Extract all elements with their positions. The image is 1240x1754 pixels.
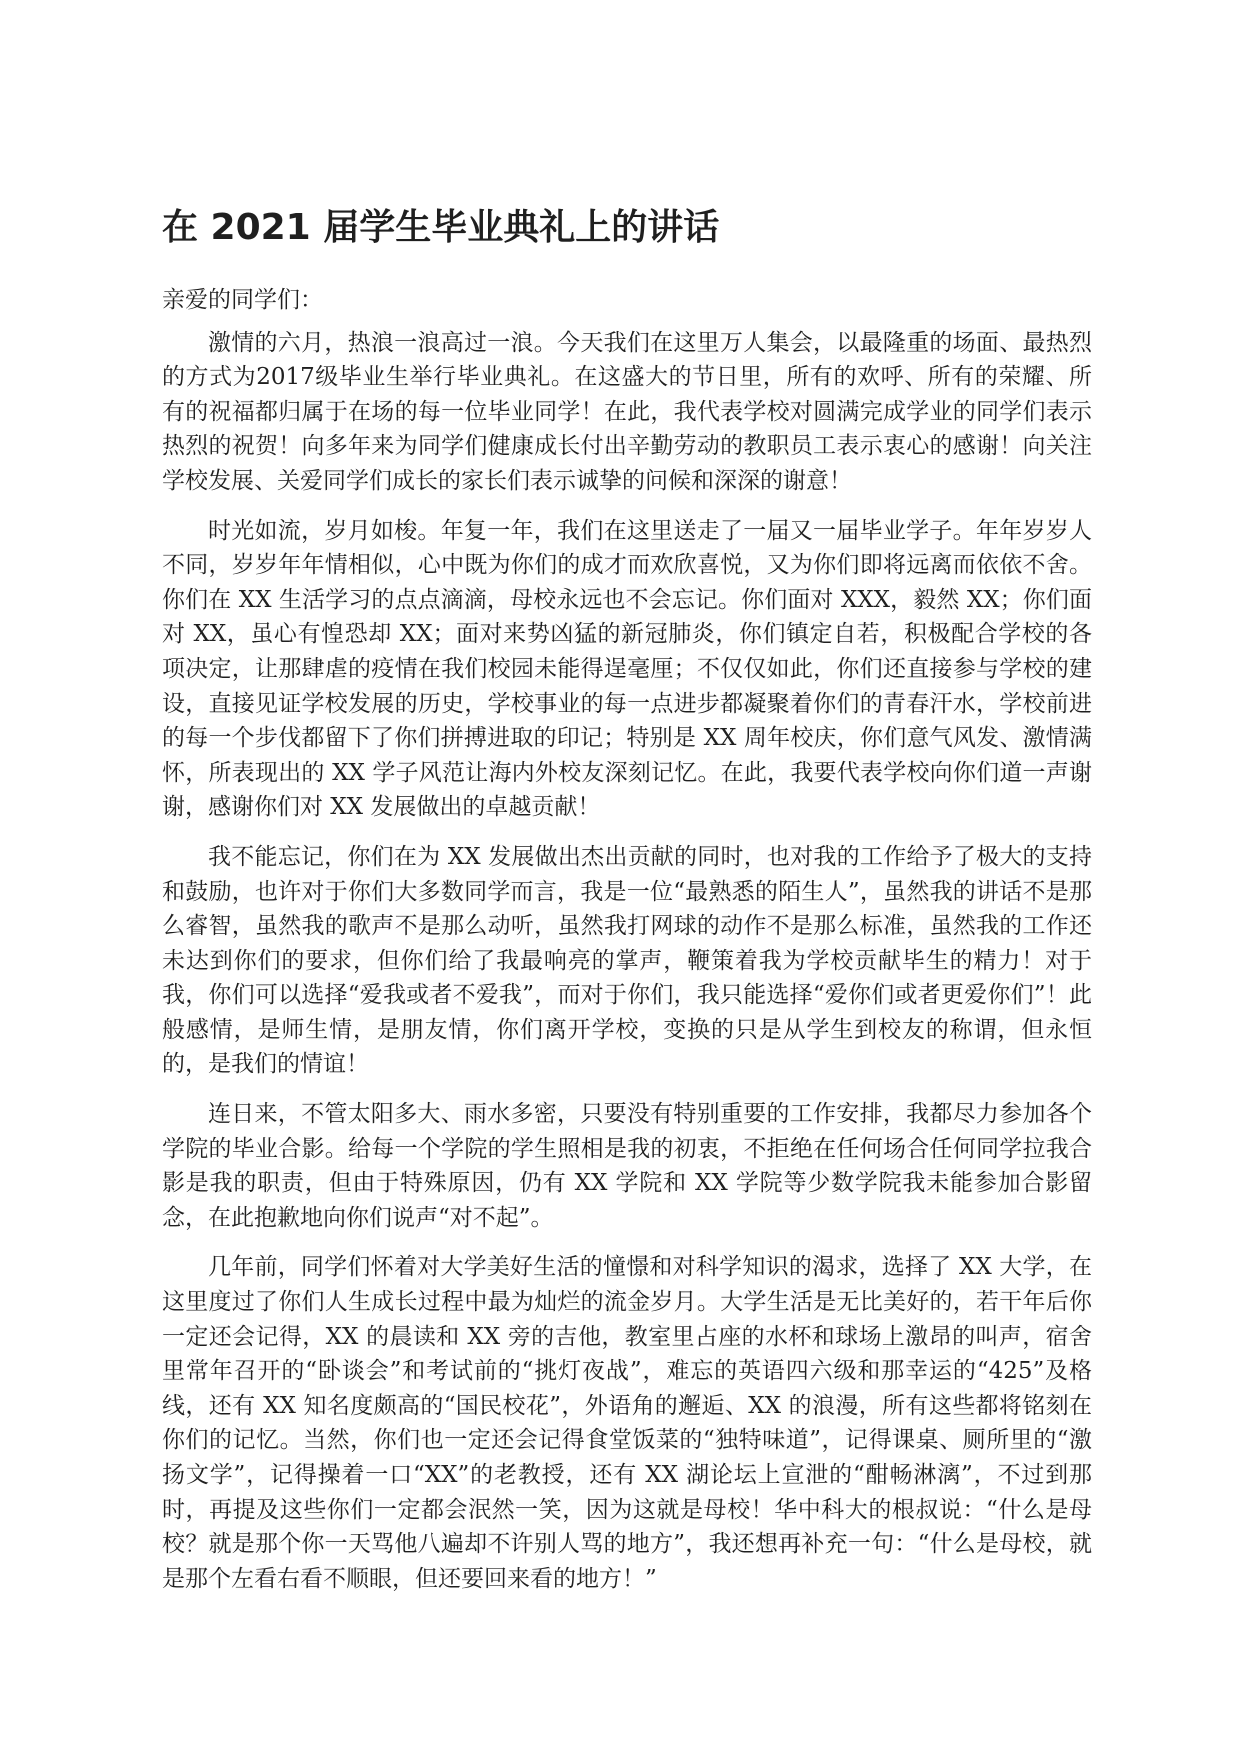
salutation: 亲爱的同学们：: [162, 287, 323, 313]
paragraph-3: 我不能忘记，你们在为 XX 发展做出杰出贡献的同时，也对我的工作给予了极大的支持和鼓励，也许对于你们大多数同学而言，我是一位“最熟悉的陌生人”，虽然我的讲话不是那么睿智，虽然我的歌声不是那么动听，虽然我打网球的动作不是那么标准，虽然我的工作还未达到你们的要求，但你们给了我最响亮的掌声，鞭策着我为学校贡献毕生的精力！对于我，你们可以选择“爱我或者不爱我”，而对于你们，我只能选择“爱你们或者更爱你们”！此般感情，是师生情，是朋友情，你们离开学校，变换的只是从学生到校友的称谓，但永恒的，是我们的情谊！: [162, 843, 1092, 1078]
paragraph-5: 几年前，同学们怀着对大学美好生活的憧憬和对科学知识的渴求，选择了 XX 大学，在这里度过了你们人生成长过程中最为灿烂的流金岁月。大学生活是无比美好的，若干年后你一定还会记得，XX 的晨读和 XX 旁的吉他，教室里占座的水杯和球场上激昂的叫声，宿舍里常年召开的“卧谈会”和考试前的“挑灯夜战”，难忘的英语四六级和那幸运的“425”及格线，还有 XX 知名度颇高的“国民校花”，外语角的邂逅、XX 的浪漫，所有这些都将铭刻在你们的记忆。当然，你们也一定还会记得食堂饭菜的“独特味道”，记得课桌、厕所里的“激扬文学”，记得操着一口“XX”的老教授，还有 XX 湖论坛上宣泄的“酣畅淋漓”，不过到那时，再提及这些你们一定都会泯然一笑，因为这就是母校！华中科大的根叔说：“什么是母校？就是那个你一天骂他八遍却不许别人骂的地方”，我还想再补充一句：“什么是母校，就是那个左看右看不顺眼，但还要回来看的地方！”: [162, 1254, 1092, 1592]
paragraph-2: 时光如流，岁月如梭。年复一年，我们在这里送走了一届又一届毕业学子。年年岁岁人不同，岁岁年年情相似，心中既为你们的成才而欢欣喜悦，又为你们即将远离而依依不舍。你们在 XX 生活学习的点点滴滴，母校永远也不会忘记。你们面对 XXX，毅然 XX；你们面对 XX，虽心有惶恐却 XX；面对来势凶猛的新冠肺炎，你们镇定自若，积极配合学校的各项决定，让那肆虐的疫情在我们校园未能得逞毫厘；不仅仅如此，你们还直接参与学校的建设，直接见证学校发展的历史，学校事业的每一点进步都凝聚着你们的青春汗水，学校前进的每一个步伐都留下了你们拼搏进取的印记；特别是 XX 周年校庆，你们意气风发、激情满怀，所表现出的 XX 学子风范让海内外校友深刻记忆。在此，我要代表学校向你们道一声谢谢，感谢你们对 XX 发展做出的卓越贡献！: [162, 517, 1092, 821]
paragraph-1: 激情的六月，热浪一浪高过一浪。今天我们在这里万人集会，以最隆重的场面、最热烈的方式为2017级毕业生举行毕业典礼。在这盛大的节日里，所有的欢呼、所有的荣耀、所有的祝福都归属于在场的每一位毕业同学！在此，我代表学校对圆满完成学业的同学们表示热烈的祝贺！向多年来为同学们健康成长付出辛勤劳动的教职员工表示衷心的感谢！向关注学校发展、关爱同学们成长的家长们表示诚挚的问候和深深的谢意！: [162, 329, 1092, 494]
document-title: 在 2021 届学生毕业典礼上的讲话: [162, 207, 720, 248]
paragraph-4: 连日来，不管太阳多大、雨水多密，只要没有特别重要的工作安排，我都尽力参加各个学院的毕业合影。给每一个学院的学生照相是我的初衷，不拒绝在任何场合任何同学拉我合影是我的职责，但由于特殊原因，仍有 XX 学院和 XX 学院等少数学院我未能参加合影留念，在此抱歉地向你们说声“对不起”。: [162, 1101, 1092, 1231]
document-body: [162, 283, 1092, 1611]
